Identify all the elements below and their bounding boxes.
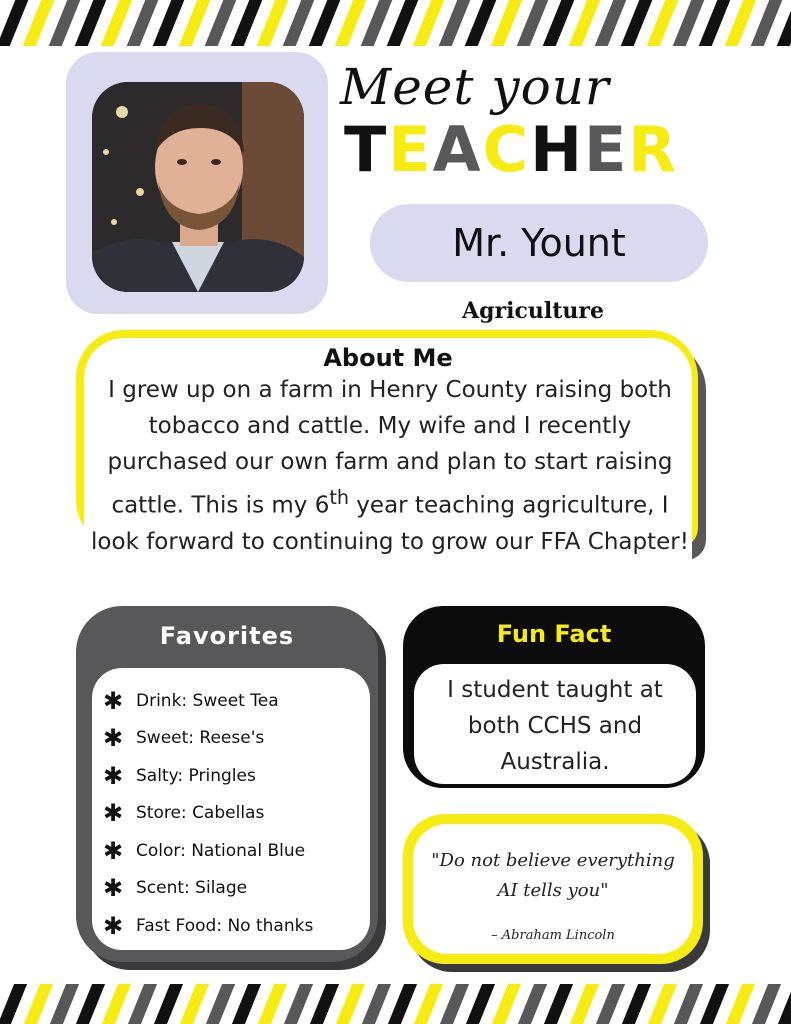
border-stripe (232, 984, 261, 1024)
title-letter: E (388, 113, 433, 186)
border-stripe (0, 984, 27, 1024)
border-stripe (699, 0, 731, 46)
teacher-photo-frame (66, 52, 328, 314)
border-stripe (752, 984, 781, 1024)
border-stripe (24, 984, 53, 1024)
meet-your-script-title: Meet your (340, 58, 610, 116)
border-stripe (154, 984, 183, 1024)
border-stripe (75, 0, 107, 46)
border-stripe (387, 0, 419, 46)
list-item: ✱ Store: Cabellas (100, 795, 370, 833)
border-stripe (570, 984, 599, 1024)
fun-fact-title: Fun Fact (496, 620, 612, 648)
border-stripe (361, 0, 393, 46)
border-stripe (621, 0, 653, 46)
border-stripe (725, 0, 757, 46)
asterisk-icon: ✱ (102, 761, 124, 790)
about-superscript: th (329, 486, 349, 509)
list-item: ✱ Color: National Blue (100, 832, 370, 870)
border-stripe (0, 0, 28, 46)
asterisk-icon: ✱ (102, 686, 124, 715)
list-item: ✱ Drink: Sweet Tea (100, 682, 370, 720)
border-stripe (257, 0, 289, 46)
border-stripe (205, 0, 237, 46)
border-stripe (413, 0, 445, 46)
asterisk-icon: ✱ (102, 836, 124, 865)
title-letter: A (432, 113, 483, 186)
border-stripe (595, 0, 627, 46)
asterisk-icon: ✱ (102, 724, 124, 753)
list-item: ✱ Salty: Pringles (100, 757, 370, 795)
border-stripe (335, 0, 367, 46)
border-stripe (231, 0, 263, 46)
border-stripe (491, 0, 523, 46)
quote-author: – Abraham Lincoln (491, 928, 615, 943)
border-stripe (544, 984, 573, 1024)
teacher-name: Mr. Yount (370, 204, 708, 282)
border-stripe (284, 984, 313, 1024)
border-stripe (569, 0, 601, 46)
border-stripe (700, 984, 729, 1024)
teacher-subject: Agriculture (462, 298, 604, 324)
border-stripe (388, 984, 417, 1024)
border-stripe (673, 0, 705, 46)
border-stripe (179, 0, 211, 46)
border-stripe (128, 984, 157, 1024)
fun-fact-text: I student taught at both CCHS and Australia. (447, 677, 663, 775)
border-stripe (440, 984, 469, 1024)
border-stripe (310, 984, 339, 1024)
border-stripe (751, 0, 783, 46)
border-stripe (206, 984, 235, 1024)
border-stripe (439, 0, 471, 46)
border-stripe (465, 0, 497, 46)
border-stripe (153, 0, 185, 46)
border-stripe (726, 984, 755, 1024)
list-item: ✱ Scent: Silage (100, 870, 370, 908)
teacher-photo (92, 82, 304, 292)
border-stripe (49, 0, 81, 46)
border-stripe (596, 984, 625, 1024)
quote-text: "Do not believe everything AI tells you" (431, 850, 675, 901)
title-letter: T (344, 113, 389, 186)
border-stripe (127, 0, 159, 46)
top-stripe-border (0, 0, 791, 46)
border-stripe (50, 984, 79, 1024)
bottom-stripe-border (0, 984, 791, 1024)
list-item: ✱ Fast Food: No thanks (100, 907, 370, 945)
border-stripe (517, 0, 549, 46)
border-stripe (466, 984, 495, 1024)
asterisk-icon: ✱ (102, 874, 124, 903)
border-stripe (414, 984, 443, 1024)
border-stripe (283, 0, 315, 46)
about-text: I grew up on a farm in Henry County raising both tobacco and cattle. My wife and I recently purchased our own farm and plan to start raising cattle. This is my 6th year teaching agriculture, I look forward to continuing to grow our FFA Chapter! (91, 377, 689, 555)
border-stripe (180, 984, 209, 1024)
border-stripe (648, 984, 677, 1024)
border-stripe (362, 984, 391, 1024)
teacher-title (344, 113, 679, 186)
asterisk-icon: ✱ (102, 799, 124, 828)
border-stripe (101, 0, 133, 46)
border-stripe (309, 0, 341, 46)
border-stripe (258, 984, 287, 1024)
list-item: ✱ Sweet: Reese's (100, 720, 370, 758)
border-stripe (543, 0, 575, 46)
border-stripe (647, 0, 679, 46)
border-stripe (778, 984, 791, 1024)
border-stripe (492, 984, 521, 1024)
border-stripe (674, 984, 703, 1024)
title-letter: E (584, 113, 629, 186)
title-letter: H (530, 113, 585, 186)
favorites-title: Favorites (159, 622, 295, 650)
favorites-list (100, 682, 370, 945)
border-stripe (336, 984, 365, 1024)
title-letter: C (482, 113, 531, 186)
title-letter: R (628, 113, 679, 186)
border-stripe (76, 984, 105, 1024)
about-title: About Me (323, 344, 453, 372)
border-stripe (102, 984, 131, 1024)
asterisk-icon: ✱ (102, 911, 124, 940)
border-stripe (23, 0, 55, 46)
border-stripe (622, 984, 651, 1024)
border-stripe (518, 984, 547, 1024)
